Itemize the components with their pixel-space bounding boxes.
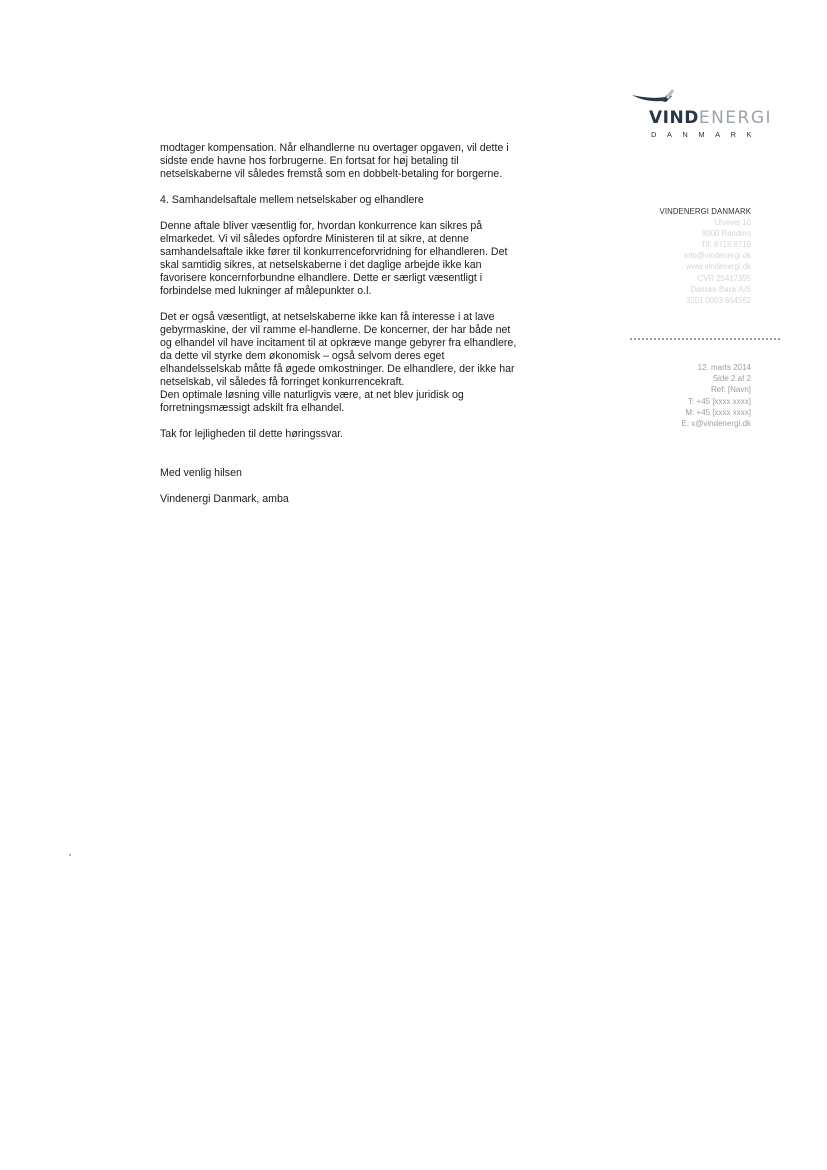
date: 12. marts 2014	[697, 363, 751, 372]
phone-line: Tlf. 8716 8716	[701, 240, 751, 250]
paragraph-compensation	[160, 142, 560, 181]
reference: Ref: [Navn]	[710, 385, 751, 395]
mobile: M: +45 [xxxx xxxx]	[685, 407, 751, 417]
letter-meta	[620, 362, 751, 429]
text-line: Den optimale løsning ville naturligvis være, at net blev juridisk og	[160, 389, 464, 401]
company-info	[620, 206, 751, 306]
address-line: 8900 Randers	[702, 229, 751, 239]
text-line: samhandelsaftale ikke fører til konkurrenceforvridning for elhandleren. Det	[160, 246, 508, 258]
paragraph-agreement	[160, 220, 560, 298]
heading-line: 4. Samhandelsaftale mellem netselskaber og elhandlere	[160, 194, 424, 206]
text-line: elmarkedet. Vi vil således opfordre Ministeren til at sikre, at denne	[160, 233, 469, 245]
logo-name-bold: VIND	[649, 108, 699, 128]
text-line: modtager kompensation. Når elhandlerne nu overtager opgaven, vil dette i	[160, 142, 509, 154]
text-line: og elhandel vil have incitament til at opkræve mange gebyrer fra elhandlere,	[160, 337, 517, 349]
text-line: favorisere koncernforbundne elhandlere. Dette er særligt væsentligt i	[160, 272, 483, 284]
logo-wordmark	[649, 108, 772, 128]
text-line: netselskab, vil således få forringet konkurrencekraft.	[160, 376, 405, 388]
logo-subtitle: DANMARK	[651, 130, 763, 139]
logo-name-light: ENERGI	[698, 108, 773, 128]
text-line: forretningsmæssigt adskilt fra elhandel.	[160, 402, 345, 414]
text-line: da dette vil styrke dem økonomisk – også selvom deres eget	[160, 350, 445, 362]
paragraph-fees	[160, 311, 560, 415]
text-line: gebyrmaskine, der vil ramme el-handlerne. De koncerner, der har både net	[160, 324, 511, 336]
text-line: Det er også væsentligt, at netselskaberne ikke kan få interesse i at lave	[160, 311, 495, 323]
text-line: skal samtidig sikres, at netselskaberne i det daglige arbejde ikke kan	[160, 259, 482, 271]
signature: Vindenergi Danmark, amba	[160, 493, 289, 505]
closing: Med venlig hilsen	[160, 467, 242, 479]
bank-line: Danske Bank A/S	[690, 284, 751, 294]
phone: T: +45 [xxxx xxxx]	[688, 396, 751, 406]
email-line: info@vindenergi.dk	[684, 251, 751, 261]
paragraph-thanks	[160, 428, 560, 441]
text-line: elhandelsselskab måtte få øgede omkostninger. De elhandlere, der ikke har	[160, 363, 515, 375]
scan-speck	[69, 854, 71, 856]
address-line: Ulvevej 10	[714, 218, 751, 228]
wind-turbine-blade-icon	[631, 86, 675, 106]
text-line: netselskaberne vil således fremstå som en dobbelt-betaling for borgerne.	[160, 168, 503, 180]
page-number: Side 2 af 2	[712, 374, 751, 384]
website-line: www.vindenergi.dk	[685, 262, 751, 272]
account-line: 3201 0003 654562	[685, 295, 751, 305]
text-line: sidste ende havne hos forbrugerne. En fortsat for høj betaling til	[160, 155, 459, 167]
text-line: forbindelse med lukninger af målepunkter o.l.	[160, 285, 372, 297]
company-name: VINDENERGI DANMARK	[659, 207, 751, 216]
text-line: Tak for lejligheden til dette høringssvar.	[160, 428, 344, 440]
section-heading	[160, 194, 560, 207]
cvr-line: CVR 25417395	[697, 273, 751, 283]
letter-body	[160, 142, 560, 506]
email: E: x@vindenergi.dk	[681, 419, 751, 429]
text-line: Denne aftale bliver væsentlig for, hvordan konkurrence kan sikres på	[160, 220, 483, 232]
divider	[630, 338, 780, 340]
